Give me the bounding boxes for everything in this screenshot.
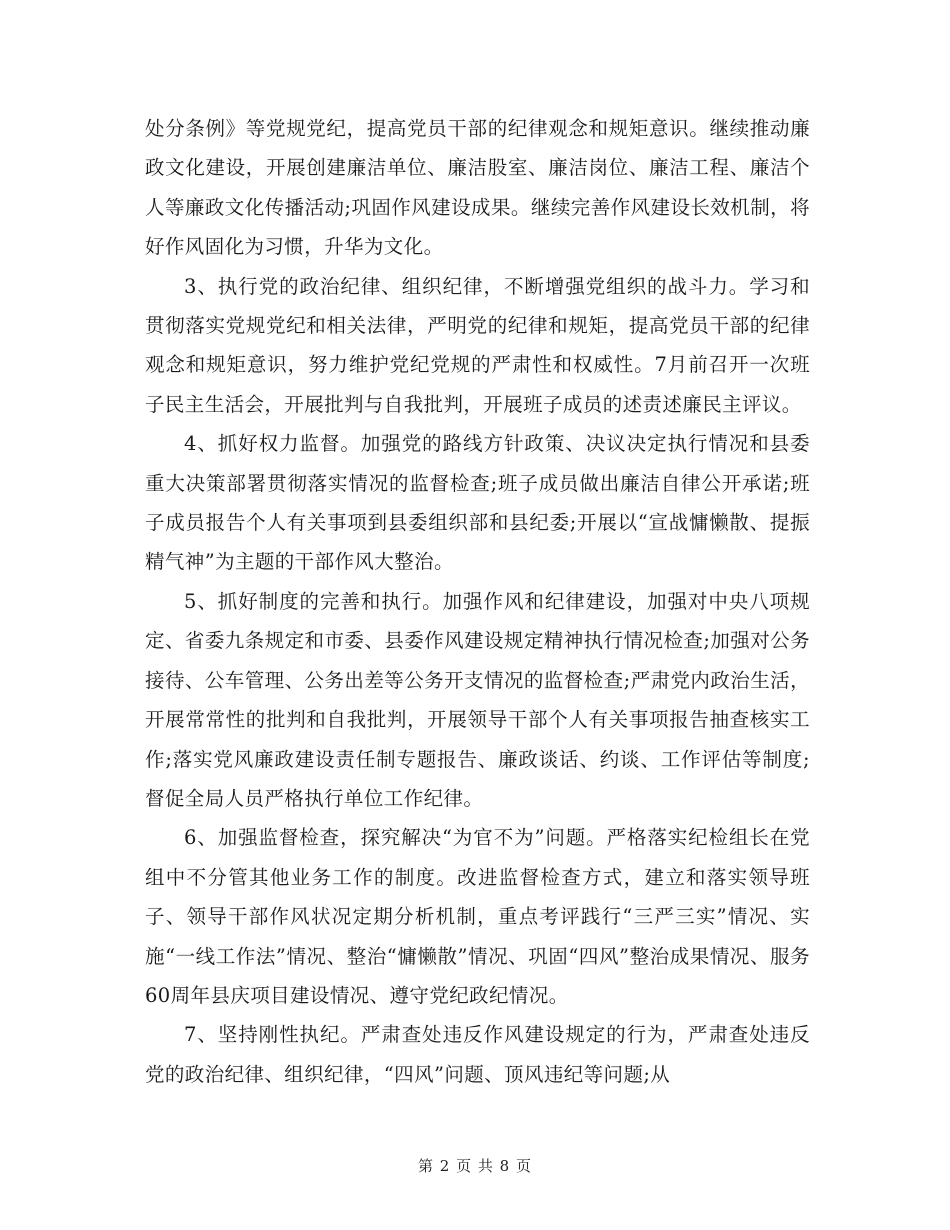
page-number: 第 2 页 共 8 页 xyxy=(418,1157,532,1175)
paragraph-item-7: 7、坚持刚性执纪。严肃查处违反作风建设规定的行为，严肃查处违反党的政治纪律、组织纪律，“四风”问题、顶风违纪等问题;从 xyxy=(145,1023,810,1086)
paragraph-item-4: 4、抓好权力监督。加强党的路线方针政策、决议决定执行情况和县委重大决策部署贯彻落实情况的监督检查;班子成员做出廉洁自律公开承诺;班子成员报告个人有关事项到县委组织部和县纪委;开展以“宣战慵懒散、提振精气神”为主题的干部作风大整治。 xyxy=(145,432,810,574)
paragraph-item-5: 5、抓好制度的完善和执行。加强作风和纪律建设，加强对中央八项规定、省委九条规定和市委、县委作风建设规定精神执行情况检查;加强对公务接待、公车管理、公务出差等公务开支情况的监督检查;严肃党内政治生活，开展常常性的批判和自我批判，开展领导干部个人有关事项报告抽查核实工作;落实党风廉政建设责任制专题报告、廉政谈话、约谈、工作评估等制度;督促全局人员严格执行单位工作纪律。 xyxy=(145,589,810,810)
page-footer xyxy=(0,1155,950,1176)
document-body xyxy=(145,109,810,1094)
paragraph-item-3: 3、执行党的政治纪律、组织纪律，不断增强党组织的战斗力。学习和贯彻落实党规党纪和相关法律，严明党的纪律和规矩，提高党员干部的纪律观念和规矩意识，努力维护党纪党规的严肃性和权威性。7月前召开一次班子民主生活会，开展批判与自我批判，开展班子成员的述责述廉民主评议。 xyxy=(145,274,810,416)
paragraph-continued: 处分条例》等党规党纪，提高党员干部的纪律观念和规矩意识。继续推动廉政文化建设，开展创建廉洁单位、廉洁股室、廉洁岗位、廉洁工程、廉洁个人等廉政文化传播活动;巩固作风建设成果。继续完善作风建设长效机制，将好作风固化为习惯，升华为文化。 xyxy=(145,117,810,259)
paragraph-item-6: 6、加强监督检查，探究解决“为官不为”问题。严格落实纪检组长在党组中不分管其他业务工作的制度。改进监督检查方式，建立和落实领导班子、领导干部作风状况定期分析机制，重点考评践行“三严三实”情况、实施“一线工作法”情况、整治“慵懒散”情况、巩固“四风”整治成果情况、服务60周年县庆项目建设情况、遵守党纪政纪情况。 xyxy=(145,826,810,1007)
